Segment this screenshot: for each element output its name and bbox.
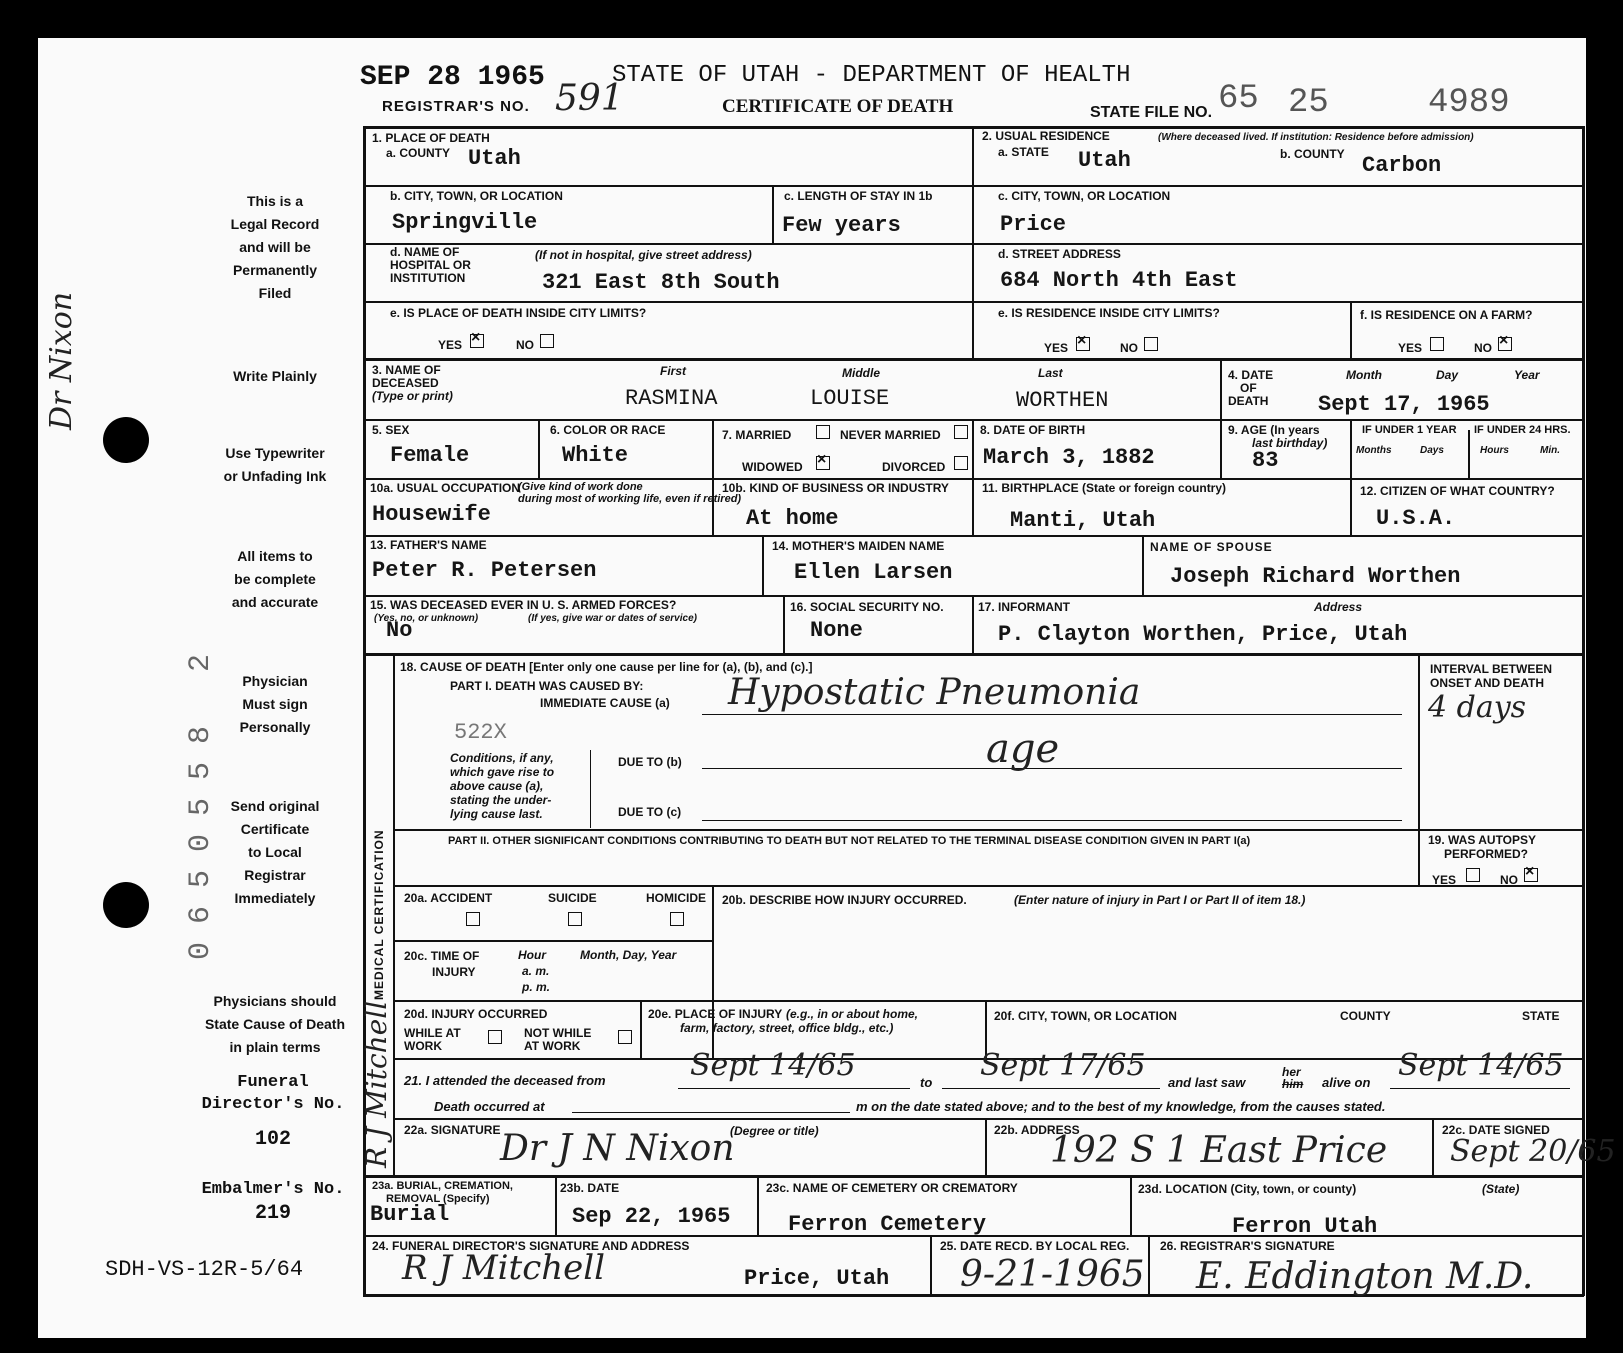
burial-date-value: Sep 22, 1965 — [572, 1204, 731, 1229]
attended-from-value: Sept 14/65 — [690, 1048, 856, 1083]
alive-on-label: alive on — [1322, 1075, 1371, 1090]
physicians-state-note: Physicians should State Cause of Death in plain terms — [204, 993, 346, 1055]
months-label: Months — [1356, 445, 1392, 456]
sex-label: 5. SEX — [372, 423, 410, 437]
never-married-label: NEVER MARRIED — [840, 428, 941, 442]
occupation-note: (Give kind of work done during most of working life, even if retired) — [518, 481, 742, 505]
res-state-value: Utah — [1078, 148, 1131, 173]
all-items-note: All items to be complete and accurate — [231, 548, 319, 610]
medical-certification-label: MEDICAL CERTIFICATION — [372, 829, 386, 1000]
state-title: STATE OF UTAH - DEPARTMENT OF HEALTH — [612, 62, 1131, 89]
grid-vline — [1432, 1118, 1434, 1175]
grid-vline — [972, 595, 974, 653]
first-name-value: RASMINA — [625, 386, 718, 411]
mother-label: 14. MOTHER'S MAIDEN NAME — [772, 539, 945, 553]
attended-to-line — [942, 1088, 1160, 1089]
cause-b-value: age — [986, 726, 1060, 772]
sex-value: Female — [390, 443, 470, 468]
widowed-label: WIDOWED — [742, 460, 803, 474]
degree-label: (Degree or title) — [730, 1124, 819, 1138]
due-to-c-label: DUE TO (c) — [618, 805, 682, 819]
state-file-no-a: 65 — [1218, 80, 1259, 118]
grid-vline — [1220, 419, 1222, 478]
grid-vline — [972, 126, 974, 358]
race-label: 6. COLOR OR RACE — [550, 423, 666, 437]
middle-name-value: LOUISE — [810, 386, 890, 411]
last-name-value: WORTHEN — [1016, 388, 1109, 413]
grid-vline — [640, 1000, 642, 1058]
state-file-no-label: STATE FILE NO. — [1090, 104, 1213, 121]
attended-to-value: Sept 17/65 — [980, 1048, 1146, 1083]
death-occurred-line — [572, 1112, 850, 1113]
county-value: Utah — [468, 146, 521, 171]
accident-checkbox[interactable] — [466, 912, 480, 926]
alive-on-line — [1390, 1088, 1570, 1089]
grid-vline — [757, 1175, 759, 1235]
form-id: SDH-VS-12R-5/64 — [105, 1257, 304, 1282]
immediate-cause-label: IMMEDIATE CAUSE (a) — [540, 696, 670, 710]
inside-city-no-checkbox[interactable] — [540, 334, 554, 348]
informant-value: P. Clayton Worthen, Price, Utah — [998, 622, 1408, 647]
never-married-checkbox[interactable] — [954, 425, 968, 439]
father-label: 13. FATHER'S NAME — [370, 538, 487, 552]
not-while-at-work-checkbox[interactable] — [618, 1030, 632, 1044]
month-day-year-label: Month, Day, Year — [580, 948, 677, 962]
grid-line — [363, 535, 1584, 537]
write-plainly-note: Write Plainly — [233, 368, 317, 384]
year-label: Year — [1514, 368, 1540, 382]
part2-label: PART II. OTHER SIGNIFICANT CONDITIONS CONTRIBUTING TO DEATH BUT NOT RELATED TO THE TERMINAL DISEASE CONDITION GIVEN IN PART I(a) — [448, 835, 1251, 847]
inside-city-yes-checkbox[interactable] — [470, 334, 484, 348]
grid-vline — [1148, 1235, 1150, 1295]
registrar-sig-label: 26. REGISTRAR'S SIGNATURE — [1160, 1239, 1335, 1253]
married-checkbox[interactable] — [816, 425, 830, 439]
res-inside-label: e. IS RESIDENCE INSIDE CITY LIMITS? — [998, 306, 1220, 320]
father-value: Peter R. Petersen — [372, 558, 597, 583]
armed-forces-label: 15. WAS DECEASED EVER IN U. S. ARMED FORCES? — [370, 598, 677, 612]
grid-line — [363, 358, 1584, 361]
county-label: a. COUNTY — [386, 146, 451, 160]
immediate-cause-value: Hypostatic Pneumonia — [728, 672, 1141, 713]
place-of-death-label: 1. PLACE OF DEATH — [372, 131, 490, 145]
embalmer-no: 219 — [254, 1202, 291, 1225]
cause-of-death-label: 18. CAUSE OF DEATH [Enter only one cause per line for (a), (b), and (c).] — [400, 660, 813, 674]
age-label: 9. AGE (In years last birthday) — [1228, 423, 1328, 450]
res-inside-no-label: NO — [1120, 341, 1138, 355]
state-file-no-c: 4989 — [1428, 84, 1510, 122]
name-deceased-label: 3. NAME OF DECEASED (Type or print) — [372, 363, 453, 403]
funeral-director-label: Funeral Director's No. — [201, 1073, 345, 1114]
last-label: Last — [1038, 366, 1063, 380]
city-label: b. CITY, TOWN, OR LOCATION — [390, 189, 563, 203]
res-county-label: b. COUNTY — [1280, 147, 1345, 161]
address-22b-value: 192 S 1 East Price — [1050, 1130, 1388, 1171]
grid-vline — [985, 1118, 987, 1175]
married-label: 7. MARRIED — [722, 428, 792, 442]
res-inside-no-checkbox[interactable] — [1144, 337, 1158, 351]
injury-state-label: STATE — [1522, 1009, 1560, 1023]
inside-city-no-label: NO — [516, 338, 534, 352]
vertical-handwriting: Dr Nixon — [44, 291, 79, 430]
farm-no-checkbox[interactable] — [1498, 337, 1512, 351]
stamp-date: SEP 28 1965 — [360, 62, 545, 93]
accident-label: 20a. ACCIDENT — [404, 891, 493, 905]
autopsy-no-checkbox[interactable] — [1524, 868, 1538, 882]
grid-vline — [1350, 419, 1352, 535]
date-recd-label: 25. DATE RECD. BY LOCAL REG. — [940, 1239, 1130, 1253]
injury-occurred-label: 20d. INJURY OCCURRED — [404, 1007, 548, 1021]
occupation-value: Housewife — [372, 502, 491, 527]
address-label: Address — [1314, 600, 1363, 614]
signature-label: 22a. SIGNATURE — [404, 1123, 501, 1137]
registrar-no-label: REGISTRAR'S NO. — [382, 98, 530, 115]
farm-yes-label: YES — [1398, 341, 1423, 355]
conditions-bracket — [590, 750, 591, 828]
grid-vline — [1130, 1175, 1132, 1235]
physician-note: Physician Must sign Personally — [239, 673, 311, 735]
part1-label: PART I. DEATH WAS CAUSED BY: — [450, 679, 644, 693]
certificate-title: CERTIFICATE OF DEATH — [722, 96, 954, 117]
inside-city-yes-label: YES — [438, 338, 463, 352]
burial-label: 23a. BURIAL, CREMATION, REMOVAL (Specify) — [372, 1180, 513, 1205]
business-value: At home — [746, 506, 839, 531]
hospital-label: d. NAME OF HOSPITAL OR INSTITUTION — [390, 245, 471, 285]
birthplace-label: 11. BIRTHPLACE (State or foreign country) — [982, 481, 1227, 495]
injury-county-label: COUNTY — [1340, 1009, 1391, 1023]
registrar-sig-value: E. Eddington M.D. — [1196, 1256, 1534, 1297]
grid-vline — [972, 419, 974, 535]
homicide-label: HOMICIDE — [646, 891, 706, 905]
location-23d-label: 23d. LOCATION (City, town, or county) — [1138, 1182, 1357, 1196]
date-of-death-label: 4. DATE OF DEATH — [1228, 368, 1274, 408]
autopsy-no-label: NO — [1500, 873, 1518, 887]
grid-vline — [783, 595, 785, 653]
days-label: Days — [1420, 445, 1444, 456]
accident-divider — [393, 940, 713, 942]
day-label: Day — [1436, 368, 1459, 382]
death-occurred-label: Death occurred at — [434, 1099, 545, 1114]
while-at-work-checkbox[interactable] — [488, 1030, 502, 1044]
date-recd-value: 9-21-1965 — [960, 1254, 1145, 1295]
divorced-label: DIVORCED — [882, 460, 946, 474]
farm-no-label: NO — [1474, 341, 1492, 355]
send-original-note: Send original Certificate to Local Registrar Immediately — [230, 798, 320, 906]
armed-note-b: (If yes, give war or dates of service) — [528, 613, 697, 624]
grid-vline — [1350, 301, 1352, 359]
first-label: First — [660, 364, 687, 378]
due-to-b-label: DUE TO (b) — [618, 755, 682, 769]
month-label: Month — [1346, 368, 1382, 382]
punch-hole-bottom — [103, 882, 149, 928]
ssn-label: 16. SOCIAL SECURITY NO. — [790, 600, 944, 614]
legal-record-note: This is a Legal Record and will be Permanently Filed — [230, 193, 320, 301]
date-signed-label: 22c. DATE SIGNED — [1442, 1123, 1550, 1137]
race-value: White — [562, 443, 629, 468]
citizen-value: U.S.A. — [1376, 506, 1456, 531]
occupation-label: 10a. USUAL OCCUPATION — [370, 481, 521, 495]
cemetery-label: 23c. NAME OF CEMETERY OR CREMATORY — [766, 1181, 1018, 1195]
informant-label: 17. INFORMANT — [978, 600, 1071, 614]
street-address-label: d. STREET ADDRESS — [998, 247, 1121, 261]
funeral-sig-value: R J Mitchell — [402, 1248, 606, 1288]
grid-vline — [1468, 430, 1470, 478]
citizen-label: 12. CITIZEN OF WHAT COUNTRY? — [1360, 484, 1555, 498]
pm-label: p. m. — [522, 980, 551, 994]
ssn-value: None — [810, 618, 863, 643]
time-injury-label: 20c. TIME OF INJURY — [404, 949, 480, 979]
birthplace-value: Manti, Utah — [1010, 508, 1156, 533]
grid-line — [393, 1118, 1584, 1120]
min-label: Min. — [1540, 445, 1560, 456]
how-injury-label: 20b. DESCRIBE HOW INJURY OCCURRED. — [722, 893, 967, 907]
suicide-checkbox[interactable] — [568, 912, 582, 926]
attended-from-line — [678, 1088, 910, 1089]
her-him-label: her him — [1282, 1065, 1304, 1091]
armed-note-a: (Yes, no, or unknown) — [374, 613, 479, 624]
res-inside-yes-checkbox[interactable] — [1076, 337, 1090, 351]
while-at-work-label: WHILE AT WORK — [404, 1026, 461, 1053]
grid-vline — [762, 535, 764, 595]
dob-value: March 3, 1882 — [983, 445, 1155, 470]
vertical-number: 0650558 2 — [184, 635, 218, 960]
city-injury-label: 20f. CITY, TOWN, OR LOCATION — [994, 1009, 1177, 1023]
middle-label: Middle — [842, 366, 880, 380]
grid-line — [393, 885, 1584, 887]
due-to-c-line — [702, 820, 1402, 821]
signature-value: Dr J N Nixon — [500, 1128, 735, 1169]
interval-label: INTERVAL BETWEEN ONSET AND DEATH — [1430, 662, 1553, 690]
to-label: to — [920, 1075, 933, 1090]
res-state-label: a. STATE — [998, 145, 1049, 159]
date-signed-value: Sept 20/65 — [1450, 1134, 1616, 1169]
state-file-no-b: 25 — [1288, 84, 1329, 122]
grid-vline — [1418, 653, 1420, 885]
res-county-value: Carbon — [1362, 153, 1442, 178]
punch-hole-top — [103, 417, 149, 463]
typewriter-note: Use Typewriter or Unfading Ink — [223, 445, 327, 484]
homicide-checkbox[interactable] — [670, 912, 684, 926]
res-city-label: c. CITY, TOWN, OR LOCATION — [998, 189, 1171, 203]
hospital-note: (If not in hospital, give street address) — [535, 248, 752, 262]
spouse-label: NAME OF SPOUSE — [1150, 540, 1273, 554]
attended-label: 21. I attended the deceased from — [404, 1073, 606, 1088]
cemetery-value: Ferron Cemetery — [788, 1212, 987, 1237]
date-23b-label: 23b. DATE — [560, 1181, 620, 1195]
immediate-cause-line — [702, 714, 1402, 715]
funeral-sig-label: 24. FUNERAL DIRECTOR'S SIGNATURE AND ADDRESS — [372, 1239, 690, 1253]
suicide-label: SUICIDE — [548, 891, 597, 905]
grid-vline — [772, 185, 774, 243]
date-of-death-value: Sept 17, 1965 — [1318, 392, 1490, 417]
length-of-stay-value: Few years — [782, 213, 901, 238]
autopsy-label: 19. WAS AUTOPSY PERFORMED? — [1428, 833, 1537, 861]
length-of-stay-label: c. LENGTH OF STAY IN 1b — [784, 189, 933, 203]
grid-vline — [930, 1235, 932, 1295]
grid-vline — [393, 653, 395, 1175]
grid-line — [393, 1000, 1584, 1002]
last-saw-label: and last saw — [1168, 1075, 1246, 1090]
age-value: 83 — [1252, 448, 1279, 473]
street-address-value: 684 North 4th East — [1000, 268, 1238, 293]
hour-label: Hour — [518, 948, 546, 962]
autopsy-yes-label: YES — [1432, 873, 1457, 887]
business-label: 10b. KIND OF BUSINESS OR INDUSTRY — [722, 481, 949, 495]
autopsy-yes-checkbox[interactable] — [1466, 868, 1480, 882]
widowed-checkbox[interactable] — [816, 456, 830, 470]
on-date-stated-label: m on the date stated above; and to the best of my knowledge, from the causes stated. — [856, 1099, 1386, 1114]
burial-value: Burial — [370, 1202, 450, 1227]
grid-line — [363, 1175, 1584, 1178]
armed-forces-value: No — [386, 618, 413, 643]
grid-vline — [1220, 358, 1222, 419]
not-while-label: NOT WHILE AT WORK — [524, 1026, 592, 1053]
mother-value: Ellen Larsen — [794, 560, 953, 585]
last-saw-value: Sept 14/65 — [1398, 1048, 1564, 1083]
res-city-value: Price — [1000, 212, 1067, 237]
grid-line — [363, 653, 1584, 656]
am-label: a. m. — [522, 964, 550, 978]
grid-vline — [555, 1175, 557, 1235]
inside-city-label: e. IS PLACE OF DEATH INSIDE CITY LIMITS? — [390, 306, 647, 320]
interval-value: 4 days — [1428, 690, 1527, 725]
farm-label: f. IS RESIDENCE ON A FARM? — [1360, 308, 1533, 322]
res-inside-yes-label: YES — [1044, 341, 1069, 355]
divorced-checkbox[interactable] — [954, 456, 968, 470]
usual-residence-label: 2. USUAL RESIDENCE — [982, 129, 1110, 143]
under-24-hrs-label: IF UNDER 24 HRS. — [1474, 424, 1571, 436]
farm-yes-checkbox[interactable] — [1430, 337, 1444, 351]
registrar-no: 591 — [555, 78, 624, 119]
state-23d-label: (State) — [1482, 1182, 1520, 1196]
spouse-value: Joseph Richard Worthen — [1170, 564, 1461, 589]
place-injury-note: (e.g., in or about home, farm, factory, street, office bldg., etc.) — [680, 1007, 918, 1035]
embalmer-label: Embalmer's No. — [201, 1180, 345, 1199]
place-injury-label: 20e. PLACE OF INJURY — [648, 1007, 783, 1021]
hospital-value: 321 East 8th South — [542, 270, 780, 295]
location-value: Ferron Utah — [1232, 1214, 1378, 1239]
how-injury-note: (Enter nature of injury in Part I or Part II of item 18.) — [1014, 893, 1306, 907]
usual-residence-note: (Where deceased lived. If institution: Residence before admission) — [1158, 132, 1474, 143]
conditions-label: Conditions, if any, which gave rise to above cause (a), stating the under- lying cause last. — [450, 751, 555, 821]
stamp-5229: 522X — [454, 720, 507, 745]
grid-line — [393, 829, 1584, 831]
city-value: Springville — [392, 210, 538, 235]
grid-vline — [538, 419, 540, 478]
side-signature: R J Mitchell — [360, 1000, 393, 1168]
hours-label: Hours — [1480, 445, 1509, 456]
funeral-director-no: 102 — [254, 1128, 291, 1151]
grid-vline — [1142, 535, 1144, 595]
grid-vline — [712, 419, 714, 535]
funeral-address-value: Price, Utah — [744, 1266, 890, 1291]
under-1-year-label: IF UNDER 1 YEAR — [1362, 424, 1457, 436]
address-22b-label: 22b. ADDRESS — [994, 1123, 1080, 1137]
dob-label: 8. DATE OF BIRTH — [980, 423, 1086, 437]
